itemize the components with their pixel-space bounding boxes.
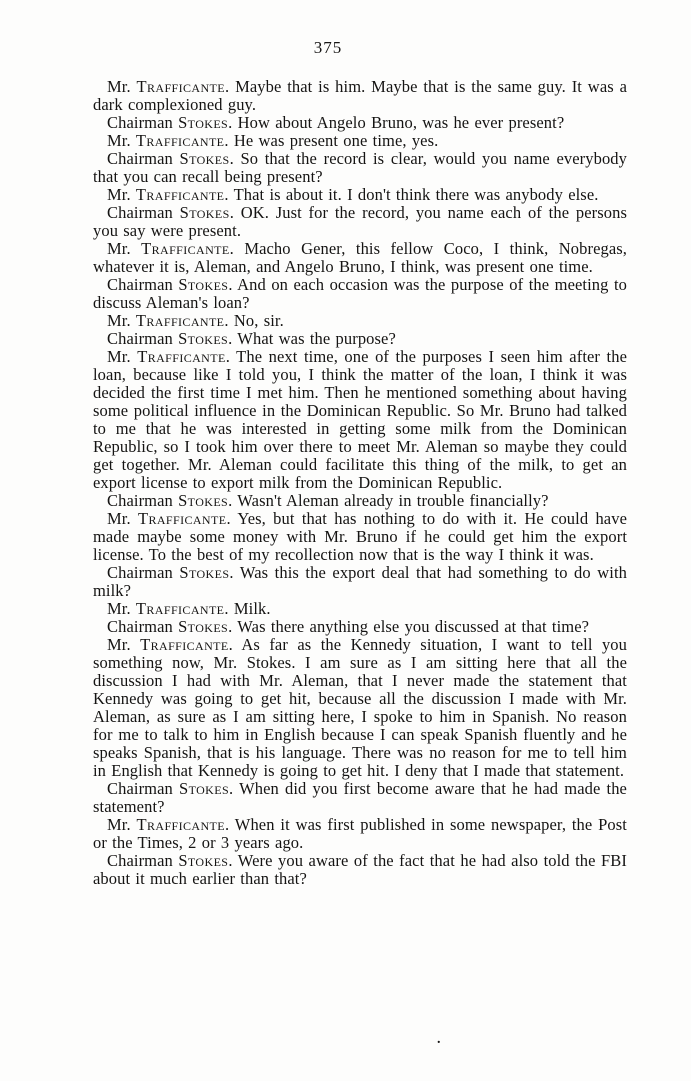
speech-text: The next time, one of the purposes I seen him after the loan, because like I told you, I think the matter of the loan, I think it was decided the first time I met him. Then he mentioned something about having some political influence in the Dominican Republic. So Mr. Bruno had talked to me that he was interested in getting some milk from the Dominican Republic, so I took him over there to meet Mr. Aleman so maybe they could get together. Mr. Aleman could facilitate this thing of the milk, to get an export license to export milk from the Dominican Republic. [93, 347, 628, 492]
speaker-name: Stokes [178, 275, 229, 294]
speaker-name: Trafficante [137, 509, 227, 528]
speaker-prefix: Mr. [107, 77, 131, 96]
speech-text: And on each occasion was the purpose of the meeting to discuss Aleman's loan? [93, 275, 627, 312]
speech-text: When did you first become aware that he had made the statement? [93, 779, 627, 816]
transcript-paragraph: Chairman Stokes. Was this the export deal that had something to do with milk? [93, 563, 627, 600]
speech-text: Milk. [233, 599, 271, 618]
speech-text: Was there anything else you discussed at that time? [237, 617, 590, 636]
transcript-paragraph: Chairman Stokes. And on each occasion was the purpose of the meeting to discuss Aleman's loan? [93, 275, 627, 312]
speech-text: Wasn't Aleman already in trouble financially? [237, 491, 549, 510]
speaker-prefix: Chairman [107, 113, 173, 132]
speaker-name: Trafficante [135, 311, 225, 330]
speech-text: Was this the export deal that had something to do with milk? [93, 563, 627, 600]
speech-text: No, sir. [233, 311, 284, 330]
transcript-paragraph: Mr. Trafficante. He was present one time, yes. [107, 131, 439, 150]
speech-text: Maybe that is him. Maybe that is the same guy. It was a dark complexioned guy. [93, 77, 627, 114]
transcript-paragraph: Chairman Stokes. How about Angelo Bruno, was he ever present? [107, 113, 565, 132]
transcript-paragraph: Mr. Trafficante. No, sir. [107, 311, 284, 330]
speaker-prefix: Mr. [107, 635, 131, 654]
speaker-name: Stokes [178, 113, 229, 132]
speech-text: As far as the Kennedy situation, I want to tell you something now, Mr. Stokes. I am sure as I am sitting here that all the discussion I had with Mr. Aleman, that I never made the statement that Kennedy was going to get hit, because all the discussion I made with Mr. Aleman, as sure as I am sitting here, I spoke to him in Spanish. No reason for me to talk to him in English because I can speak Spanish fluently and he speaks Spanish, that is his language. There was no reason for me to tell him in English that Kennedy is going to get hit. I deny that I made that statement. [93, 635, 628, 780]
speaker-prefix: Mr. [107, 509, 131, 528]
page-number: 375 [313, 38, 343, 57]
speaker-prefix: Mr. [107, 131, 131, 150]
transcript-paragraph: Mr. Trafficante. Milk. [107, 599, 271, 618]
speaker-prefix: Chairman [107, 149, 173, 168]
speech-text: When it was first published in some newspaper, the Post or the Times, 2 or 3 years ago. [93, 815, 627, 852]
speaker-name: Stokes [178, 851, 229, 870]
speaker-name: Stokes [178, 617, 229, 636]
transcript-paragraph: Chairman Stokes. What was the purpose? [107, 329, 396, 348]
speaker-name: Stokes [179, 779, 230, 798]
speech-text: He was present one time, yes. [233, 131, 439, 150]
transcript-paragraph: Mr. Trafficante. That is about it. I don't think there was anybody else. [107, 185, 599, 204]
transcript-paragraph: Mr. Trafficante. Macho Gener, this fellow Coco, I think, Nobregas, whatever it is, Aleman, and Angelo Bruno, I think, was present one time. [93, 239, 628, 276]
speaker-name: Stokes [178, 491, 229, 510]
speaker-name: Trafficante [136, 815, 226, 834]
speech-text: What was the purpose? [237, 329, 396, 348]
speaker-prefix: Mr. [107, 599, 131, 618]
speaker-name: Trafficante [140, 635, 229, 654]
speech-text: Were you aware of the fact that he had also told the FBI about it much earlier than that? [93, 851, 627, 888]
speaker-name: Trafficante [136, 77, 226, 96]
transcript-paragraph: Mr. Trafficante. Yes, but that has nothing to do with it. He could have made maybe some money with Mr. Bruno if he could get him the export license. To the best of my recollection now that is the way I think it was. [93, 509, 628, 564]
speech-text: OK. Just for the record, you name each of the persons you say were present. [93, 203, 627, 240]
transcript-paragraph: Mr. Trafficante. Maybe that is him. Maybe that is the same guy. It was a dark complexioned guy. [93, 77, 627, 114]
speaker-prefix: Chairman [107, 329, 173, 348]
transcript-paragraph: Chairman Stokes. Were you aware of the fact that he had also told the FBI about it much earlier than that? [93, 851, 627, 888]
speaker-prefix: Mr. [107, 347, 131, 366]
speaker-name: Stokes [179, 563, 230, 582]
speaker-name: Trafficante [135, 599, 225, 618]
speaker-prefix: Chairman [107, 203, 173, 222]
transcript-paragraph: Chairman Stokes. Wasn't Aleman already in trouble financially? [107, 491, 549, 510]
speech-text: How about Angelo Bruno, was he ever present? [237, 113, 565, 132]
speech-text: Macho Gener, this fellow Coco, I think, Nobregas, whatever it is, Aleman, and Angelo Bruno, I think, was present one time. [93, 239, 628, 276]
transcript-paragraph: Chairman Stokes. Was there anything else you discussed at that time? [107, 617, 590, 636]
speaker-prefix: Chairman [107, 491, 173, 510]
speech-text: So that the record is clear, would you name everybody that you can recall being present? [93, 149, 628, 186]
speaker-name: Trafficante [137, 347, 226, 366]
speaker-prefix: Chairman [107, 617, 173, 636]
speaker-prefix: Mr. [107, 239, 131, 258]
speaker-prefix: Chairman [107, 275, 173, 294]
scan-artifact-dot: . [437, 1032, 441, 1047]
speaker-prefix: Chairman [107, 779, 173, 798]
speaker-prefix: Mr. [107, 311, 131, 330]
transcript-paragraph: Chairman Stokes. OK. Just for the record, you name each of the persons you say were present. [93, 203, 627, 240]
speech-text: Yes, but that has nothing to do with it. He could have made maybe some money with Mr. Bruno if he could get him the export license. To the best of my recollection now that is the way I think it was. [93, 509, 628, 564]
transcript-paragraph: Chairman Stokes. So that the record is clear, would you name everybody that you can recall being present? [93, 149, 628, 186]
speaker-name: Stokes [178, 329, 229, 348]
speaker-prefix: Mr. [107, 185, 131, 204]
speaker-prefix: Chairman [107, 563, 173, 582]
speaker-name: Trafficante [135, 185, 225, 204]
transcript-paragraph: Chairman Stokes. When did you first become aware that he had made the statement? [93, 779, 627, 816]
speaker-name: Trafficante [135, 131, 225, 150]
speaker-name: Stokes [179, 203, 230, 222]
speech-text: That is about it. I don't think there was anybody else. [233, 185, 599, 204]
transcript-paragraph: Mr. Trafficante. When it was first published in some newspaper, the Post or the Times, 2 or 3 years ago. [93, 815, 627, 852]
speaker-prefix: Mr. [107, 815, 131, 834]
transcript-paragraph: Mr. Trafficante. As far as the Kennedy situation, I want to tell you something now, Mr. Stokes. I am sure as I am sitting here that all the discussion I had with Mr. Aleman, that I never made the statement that Kennedy was going to get hit, because all the discussion I made with Mr. Aleman, as sure as I am sitting here, I spoke to him in Spanish. No reason for me to talk to him in English because I can speak Spanish fluently and he speaks Spanish, that is his language. There was no reason for me to tell him in English that Kennedy is going to get hit. I deny that I made that statement. [93, 635, 628, 780]
transcript-body [93, 78, 627, 888]
speaker-name: Stokes [179, 149, 230, 168]
transcript-paragraph: Mr. Trafficante. The next time, one of the purposes I seen him after the loan, because like I told you, I think the matter of the loan, I think it was decided the first time I met him. Then he mentioned something about having some political influence in the Dominican Republic. So Mr. Bruno had talked to me that he was interested in getting some milk from the Dominican Republic, so I took him over there to meet Mr. Aleman so maybe they could get together. Mr. Aleman could facilitate this thing of the milk, to get an export license to export milk from the Dominican Republic. [93, 347, 628, 492]
speaker-prefix: Chairman [107, 851, 173, 870]
speaker-name: Trafficante [141, 239, 230, 258]
